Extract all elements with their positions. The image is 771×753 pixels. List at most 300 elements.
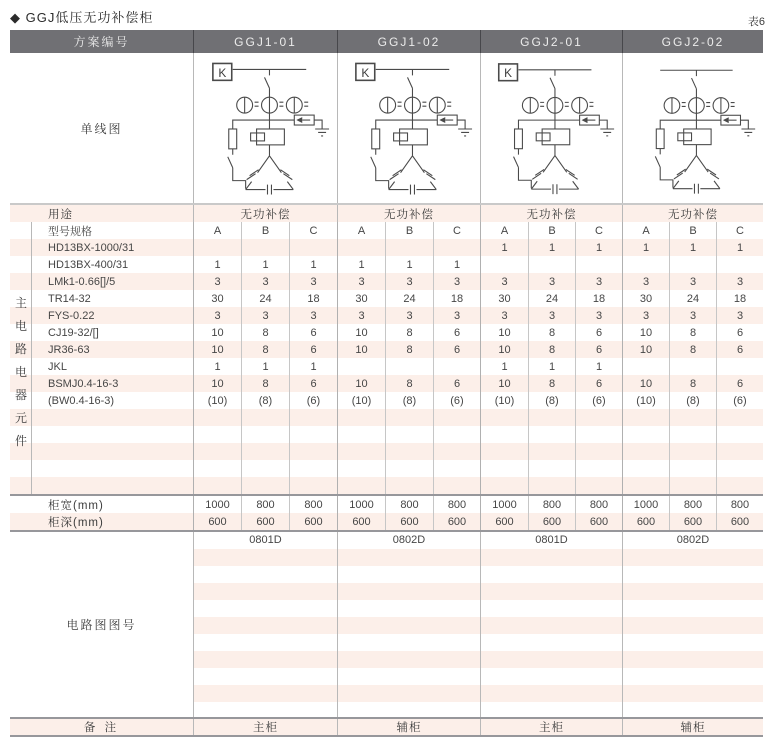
component-row [10, 375, 763, 392]
component-qty: (6) [716, 392, 763, 409]
dimension-value: 600 [480, 513, 528, 530]
component-qty [433, 358, 480, 375]
component-label-wrap [10, 256, 193, 273]
component-label-wrap [10, 426, 193, 443]
column-header-ggj2-02: GGJ2-02 [622, 30, 763, 53]
subcol-header-a: A [622, 222, 669, 239]
component-model: (BW0.4-16-3) [48, 394, 115, 407]
spec-label: 型号规格 [48, 225, 92, 238]
component-qty [669, 477, 716, 494]
component-qty: 6 [575, 341, 622, 358]
component-qty: 10 [193, 324, 241, 341]
dimension-value: 600 [289, 513, 337, 530]
component-label-wrap [10, 443, 193, 460]
component-qty: (8) [241, 392, 289, 409]
dimension-value: 800 [433, 496, 480, 513]
component-qty: 1 [716, 239, 763, 256]
circuit-number-cell [622, 532, 763, 717]
component-qty [575, 443, 622, 460]
component-qty: (10) [480, 392, 528, 409]
component-qty: 1 [289, 358, 337, 375]
section-strip [10, 477, 32, 494]
component-row [10, 239, 763, 256]
usage-row [10, 205, 763, 222]
component-qty: 1 [528, 358, 575, 375]
component-qty [669, 460, 716, 477]
component-qty: 1 [241, 256, 289, 273]
component-label-wrap [10, 239, 193, 256]
component-qty [337, 460, 385, 477]
usage-value: 无功补偿 [480, 205, 622, 222]
component-qty: 1 [575, 358, 622, 375]
dimension-value: 600 [622, 513, 669, 530]
cabinet-width-row-label: 柜宽(mm) [48, 499, 104, 512]
dimension-value: 600 [433, 513, 480, 530]
component-qty [337, 239, 385, 256]
component-qty: 10 [622, 324, 669, 341]
subcol-header-a: A [193, 222, 241, 239]
component-qty: (8) [669, 392, 716, 409]
component-model [32, 426, 193, 443]
component-qty [716, 443, 763, 460]
component-qty [433, 443, 480, 460]
dimension-value: 600 [716, 513, 763, 530]
component-qty [575, 460, 622, 477]
component-model: JKL [48, 360, 67, 373]
component-qty: 8 [385, 375, 433, 392]
component-qty: (8) [385, 392, 433, 409]
dimension-value: 600 [575, 513, 622, 530]
component-label-wrap [10, 409, 193, 426]
component-model [32, 460, 193, 477]
remark-label: 备 注 [83, 722, 120, 734]
subcol-header-c: C [716, 222, 763, 239]
component-qty: 18 [716, 290, 763, 307]
component-qty [289, 409, 337, 426]
subcol-header-a: A [337, 222, 385, 239]
component-qty [669, 256, 716, 273]
section-label-char: 主 [14, 296, 27, 310]
subcol-header-c: C [289, 222, 337, 239]
component-qty: 1 [480, 239, 528, 256]
usage-value: 无功补偿 [622, 205, 763, 222]
section-label-char: 元 [14, 411, 27, 425]
component-qty [241, 443, 289, 460]
component-qty: 10 [337, 375, 385, 392]
component-qty: 10 [622, 375, 669, 392]
component-qty [289, 443, 337, 460]
circuit-number: 0801D [535, 534, 568, 546]
component-qty [669, 443, 716, 460]
component-row [10, 290, 763, 307]
section-strip [10, 256, 32, 273]
dimension-value: 600 [337, 513, 385, 530]
component-qty: 6 [575, 324, 622, 341]
component-qty [575, 409, 622, 426]
component-model: JR36-63 [48, 343, 90, 356]
component-qty: 3 [241, 307, 289, 324]
component-row [10, 358, 763, 375]
dimension-value: 1000 [193, 496, 241, 513]
component-qty [433, 426, 480, 443]
cabinet-depth-row [10, 513, 763, 530]
component-qty: 3 [716, 273, 763, 290]
single-line-diagram [480, 53, 622, 203]
component-qty [622, 358, 669, 375]
component-qty: 10 [480, 324, 528, 341]
component-qty [528, 426, 575, 443]
component-qty: 8 [241, 375, 289, 392]
component-qty: 6 [433, 324, 480, 341]
component-qty: 6 [716, 341, 763, 358]
component-qty [716, 477, 763, 494]
component-qty [193, 239, 241, 256]
single-line-diagram [337, 53, 480, 203]
component-qty: 18 [289, 290, 337, 307]
component-qty [716, 256, 763, 273]
component-qty: 6 [716, 324, 763, 341]
component-qty: 10 [480, 375, 528, 392]
component-qty [193, 426, 241, 443]
component-row [10, 477, 763, 494]
component-qty: (6) [289, 392, 337, 409]
circuit-number-section [10, 532, 763, 719]
component-qty [669, 409, 716, 426]
section-label-char: 器 [14, 388, 27, 402]
component-qty: (8) [528, 392, 575, 409]
component-row [10, 443, 763, 460]
component-qty: 3 [385, 273, 433, 290]
single-line-diagram-svg [623, 53, 763, 203]
component-qty: 24 [385, 290, 433, 307]
component-qty: 1 [385, 256, 433, 273]
usage-value: 无功补偿 [337, 205, 480, 222]
usage-value: 无功补偿 [193, 205, 337, 222]
remark-value: 辅柜 [337, 719, 480, 735]
component-qty: 1 [193, 358, 241, 375]
component-qty [433, 477, 480, 494]
component-qty: 3 [193, 307, 241, 324]
component-model: TR14-32 [48, 292, 91, 305]
component-qty [289, 460, 337, 477]
component-qty: 3 [669, 273, 716, 290]
component-label-wrap [10, 358, 193, 375]
remark-value: 辅柜 [622, 719, 763, 735]
component-label-wrap [10, 273, 193, 290]
component-qty: 8 [528, 324, 575, 341]
cabinet-depth-row-label: 柜深(mm) [48, 516, 104, 529]
component-qty [480, 426, 528, 443]
component-row [10, 460, 763, 477]
main-circuit-components-label [10, 292, 32, 453]
component-qty: 1 [480, 358, 528, 375]
component-qty [528, 460, 575, 477]
component-qty: 3 [622, 273, 669, 290]
controller-k-label: K [504, 66, 513, 81]
component-qty: 6 [433, 341, 480, 358]
single-line-diagram-svg [338, 53, 480, 203]
component-qty [669, 426, 716, 443]
component-qty [622, 460, 669, 477]
component-qty: 6 [433, 375, 480, 392]
component-qty [337, 426, 385, 443]
component-row [10, 341, 763, 358]
component-qty: 30 [622, 290, 669, 307]
single-line-diagram-svg [195, 53, 337, 203]
component-qty [716, 426, 763, 443]
component-model [32, 443, 193, 460]
component-qty [193, 460, 241, 477]
circuit-number-cell [480, 532, 622, 717]
component-qty: 3 [241, 273, 289, 290]
component-qty [622, 477, 669, 494]
component-qty: 1 [289, 256, 337, 273]
component-qty [480, 256, 528, 273]
dimension-value: 1000 [337, 496, 385, 513]
component-qty: 30 [337, 290, 385, 307]
component-qty: 10 [337, 324, 385, 341]
component-row [10, 256, 763, 273]
component-qty: 1 [575, 239, 622, 256]
component-row [10, 426, 763, 443]
column-header-ggj1-02: GGJ1-02 [337, 30, 480, 53]
subcol-header-b: B [528, 222, 575, 239]
component-qty [385, 443, 433, 460]
subcol-header-b: B [669, 222, 716, 239]
subcol-header-b: B [385, 222, 433, 239]
component-qty: 3 [716, 307, 763, 324]
dimension-value: 800 [385, 496, 433, 513]
component-qty: 8 [528, 341, 575, 358]
dimension-value: 1000 [622, 496, 669, 513]
component-qty: 30 [480, 290, 528, 307]
section-strip [10, 273, 32, 290]
table-header-row [10, 30, 763, 53]
component-qty [622, 426, 669, 443]
scheme-number-header: 方案编号 [73, 35, 130, 49]
remark-row [10, 719, 763, 737]
circuit-number: 0802D [676, 534, 710, 546]
component-qty: 3 [528, 307, 575, 324]
remark-value: 主柜 [480, 719, 622, 735]
component-qty: 6 [716, 375, 763, 392]
component-qty [337, 443, 385, 460]
component-qty: 8 [385, 341, 433, 358]
dimensions-section [10, 494, 763, 532]
component-qty [480, 443, 528, 460]
component-qty [337, 358, 385, 375]
component-qty: (10) [622, 392, 669, 409]
component-model: FYS-0.22 [48, 309, 95, 322]
dimension-value: 800 [289, 496, 337, 513]
dimension-value: 600 [241, 513, 289, 530]
component-qty: 30 [193, 290, 241, 307]
component-qty: 3 [669, 307, 716, 324]
component-qty [193, 443, 241, 460]
component-qty: 3 [433, 273, 480, 290]
subcol-header-c: C [433, 222, 480, 239]
component-model: HD13BX-1000/31 [48, 241, 135, 254]
component-qty: 3 [575, 307, 622, 324]
component-qty [241, 460, 289, 477]
component-qty [575, 477, 622, 494]
spec-header-row [10, 222, 763, 239]
dimension-value: 600 [193, 513, 241, 530]
circuit-number-cell [337, 532, 480, 717]
component-row [10, 307, 763, 324]
component-label-wrap [10, 477, 193, 494]
circuit-number: 0801D [249, 534, 282, 546]
spec-label-wrap [10, 222, 193, 239]
component-qty: 24 [241, 290, 289, 307]
component-qty [433, 239, 480, 256]
component-label-wrap [10, 375, 193, 392]
cabinet-width-row [10, 496, 763, 513]
component-row [10, 409, 763, 426]
component-qty [716, 358, 763, 375]
column-header-ggj1-01: GGJ1-01 [193, 30, 337, 53]
component-qty: 10 [337, 341, 385, 358]
component-qty: 3 [289, 307, 337, 324]
single-line-diagram-svg [481, 53, 622, 203]
component-label-wrap [10, 324, 193, 341]
component-qty [622, 443, 669, 460]
section-strip [10, 239, 32, 256]
component-qty: 18 [575, 290, 622, 307]
component-qty [289, 426, 337, 443]
component-qty [337, 409, 385, 426]
component-qty: (10) [337, 392, 385, 409]
component-qty: 1 [669, 239, 716, 256]
component-qty [385, 358, 433, 375]
component-qty: 6 [289, 375, 337, 392]
component-qty: 8 [385, 324, 433, 341]
component-qty: 6 [289, 341, 337, 358]
component-qty [669, 358, 716, 375]
component-qty [528, 477, 575, 494]
subcol-header-b: B [241, 222, 289, 239]
dimension-value: 800 [669, 496, 716, 513]
dimension-value: 600 [385, 513, 433, 530]
component-qty [433, 409, 480, 426]
component-label-wrap [10, 341, 193, 358]
component-qty [622, 256, 669, 273]
dimension-value: 800 [575, 496, 622, 513]
dimension-value: 600 [528, 513, 575, 530]
controller-k-label: K [217, 65, 226, 80]
component-qty: 10 [193, 341, 241, 358]
component-qty: 24 [669, 290, 716, 307]
single-line-diagram [193, 53, 337, 203]
component-qty: 3 [193, 273, 241, 290]
dimension-value: 800 [716, 496, 763, 513]
component-model: CJ19-32/[] [48, 326, 99, 339]
component-qty: 8 [528, 375, 575, 392]
component-model [32, 409, 193, 426]
component-qty [241, 426, 289, 443]
component-qty: 3 [528, 273, 575, 290]
component-label-wrap [10, 460, 193, 477]
component-label-wrap [10, 307, 193, 324]
component-qty [193, 409, 241, 426]
component-qty: 10 [622, 341, 669, 358]
column-header-ggj2-01: GGJ2-01 [480, 30, 622, 53]
remark-value: 主柜 [193, 719, 337, 735]
component-qty: 3 [385, 307, 433, 324]
section-label-char: 电 [14, 365, 27, 379]
component-qty: (10) [193, 392, 241, 409]
controller-k-label: K [361, 65, 370, 80]
component-qty: 1 [337, 256, 385, 273]
circuit-number: 0802D [392, 534, 426, 546]
section-strip [10, 222, 32, 239]
component-qty [480, 460, 528, 477]
component-row [10, 273, 763, 290]
component-qty [289, 477, 337, 494]
component-qty [716, 460, 763, 477]
component-model: BSMJ0.4-16-3 [48, 377, 119, 390]
page-title: ◆ GGJ低压无功补偿柜 [10, 10, 154, 25]
component-label-wrap [10, 392, 193, 409]
component-qty [716, 409, 763, 426]
component-model [32, 477, 193, 494]
component-qty: 6 [575, 375, 622, 392]
component-label-wrap [10, 290, 193, 307]
component-qty [289, 239, 337, 256]
component-qty: 8 [241, 324, 289, 341]
component-qty [528, 256, 575, 273]
component-qty: 3 [480, 307, 528, 324]
table-number-tag: 表6 [747, 16, 765, 28]
dimension-value: 800 [528, 496, 575, 513]
section-label-char: 电 [14, 319, 27, 333]
circuit-number-cell [193, 532, 337, 717]
component-qty [575, 256, 622, 273]
diagram-row-label: 单线图 [80, 121, 123, 136]
component-model: HD13BX-400/31 [48, 258, 129, 271]
component-row [10, 324, 763, 341]
component-qty: 1 [193, 256, 241, 273]
diagram-row [10, 53, 763, 205]
subcol-header-c: C [575, 222, 622, 239]
component-qty [385, 460, 433, 477]
component-qty: 3 [337, 307, 385, 324]
component-qty: 3 [289, 273, 337, 290]
component-qty: 24 [528, 290, 575, 307]
component-row [10, 392, 763, 409]
component-qty [480, 409, 528, 426]
section-label-char: 路 [14, 342, 27, 356]
dimension-value: 600 [669, 513, 716, 530]
component-qty: 3 [575, 273, 622, 290]
component-qty [385, 426, 433, 443]
component-qty: 10 [193, 375, 241, 392]
component-qty [337, 477, 385, 494]
component-qty [193, 477, 241, 494]
section-strip [10, 460, 32, 477]
component-qty: 3 [622, 307, 669, 324]
component-qty: 18 [433, 290, 480, 307]
component-qty: 1 [528, 239, 575, 256]
component-qty [385, 409, 433, 426]
component-qty: 10 [480, 341, 528, 358]
dimension-value: 800 [241, 496, 289, 513]
subcol-header-a: A [480, 222, 528, 239]
component-qty: 1 [622, 239, 669, 256]
component-qty: 3 [433, 307, 480, 324]
section-label-char: 件 [14, 434, 27, 448]
component-qty: 8 [241, 341, 289, 358]
